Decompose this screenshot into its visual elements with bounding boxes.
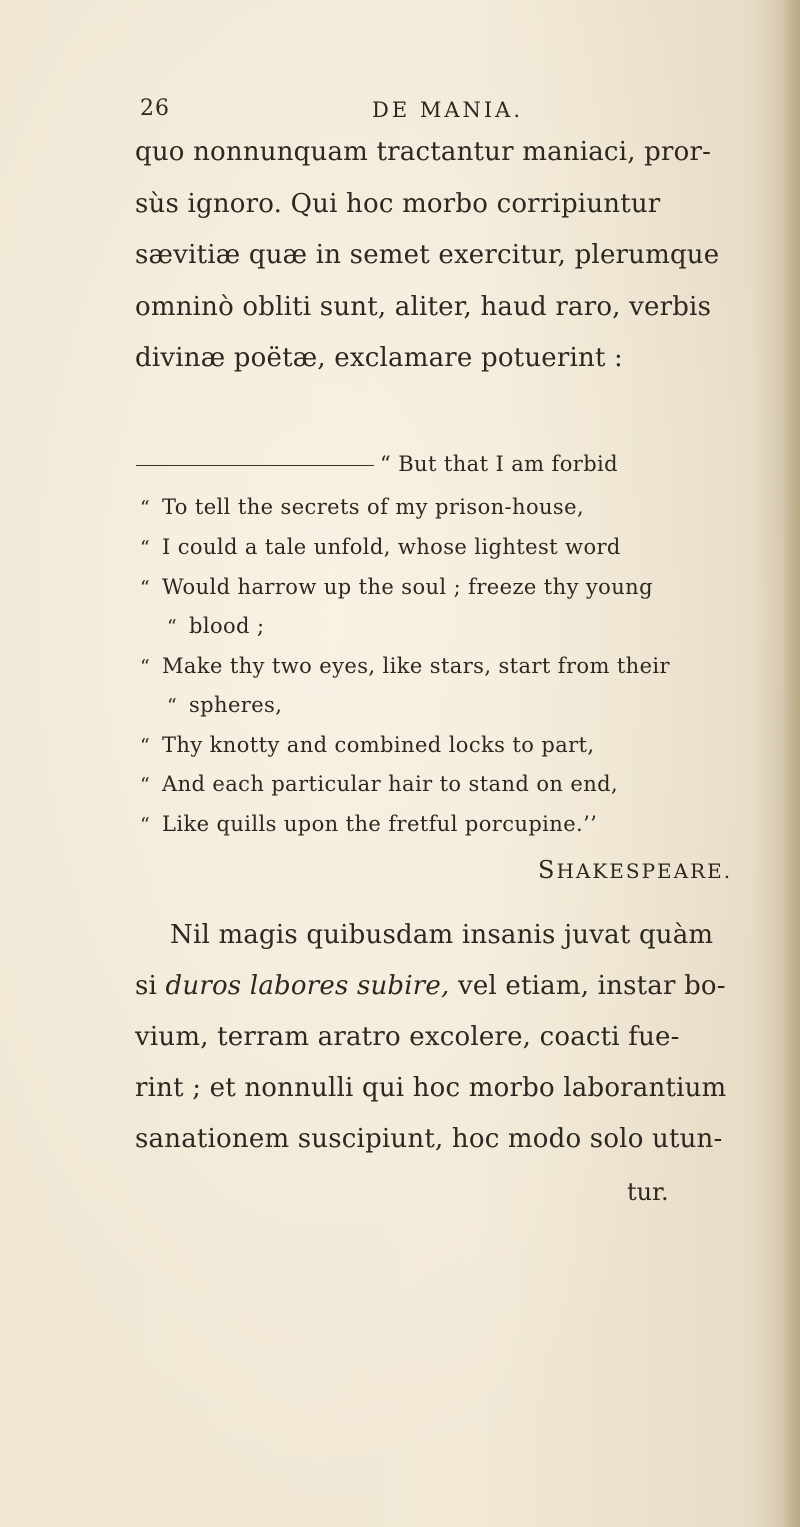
running-head — [0, 96, 800, 136]
verse-text: And each particular hair to stand on end, — [162, 772, 619, 796]
verse-text: I could a tale unfold, whose lightest word — [162, 535, 621, 559]
attribution-initial: S — [538, 856, 557, 884]
quote-mark: “ — [140, 735, 151, 757]
running-title: DE MANIA. — [372, 98, 524, 122]
text-line: rint ; et nonnulli qui hoc morbo laborantium — [135, 1073, 727, 1103]
quote-mark: “ — [140, 537, 151, 559]
verse-text: Make thy two eyes, like stars, start from their — [162, 654, 670, 678]
verse-line — [140, 772, 618, 796]
quote-mark: “ — [140, 656, 151, 678]
quotation-attribution — [538, 856, 732, 884]
attribution-rest: HAKESPEARE. — [556, 859, 733, 883]
text-line — [135, 971, 726, 1001]
quotation-rule — [136, 465, 374, 466]
quote-mark: “ — [167, 616, 178, 638]
verse-line — [140, 575, 653, 599]
page-number: 26 — [140, 96, 170, 121]
verse-text: Thy knotty and combined locks to part, — [162, 733, 595, 757]
text-line: vium, terram aratro excolere, coacti fue- — [135, 1022, 680, 1052]
quote-mark: “ — [140, 497, 151, 519]
text-line: sævitiæ quæ in semet exercitur, plerumque — [135, 240, 720, 270]
verse-line — [140, 654, 670, 678]
verse-line — [140, 812, 597, 836]
text-line: sùs ignoro. Qui hoc morbo corripiuntur — [135, 189, 661, 219]
catchword: tur. — [627, 1178, 669, 1206]
quote-mark: “ — [140, 814, 151, 836]
verse-line — [140, 733, 594, 757]
verse-line — [140, 535, 621, 559]
quote-mark: “ — [167, 695, 178, 717]
verse-text: spheres, — [189, 693, 283, 717]
italic-phrase: duros labores subire, — [165, 971, 450, 1001]
verse-line — [140, 495, 584, 519]
page-edge-shadow — [782, 0, 800, 1527]
text-line: divinæ poëtæ, exclamare potuerint : — [135, 343, 624, 373]
verse-text: blood ; — [189, 614, 265, 638]
verse-line — [167, 614, 264, 638]
text-segment: vel etiam, instar bo- — [449, 971, 726, 1001]
text-line: omninò obliti sunt, aliter, haud raro, verbis — [135, 292, 712, 322]
verse-text: Would harrow up the soul ; freeze thy young — [162, 575, 653, 599]
text-line: Nil magis quibusdam insanis juvat quàm — [170, 920, 714, 950]
verse-line: “ But that I am forbid — [380, 452, 619, 476]
text-segment: si — [135, 971, 166, 1001]
text-line: sanationem suscipiunt, hoc modo solo utun- — [135, 1124, 723, 1154]
verse-line — [167, 693, 282, 717]
verse-text: To tell the secrets of my prison-house, — [162, 495, 585, 519]
text-line: quo nonnunquam tractantur maniaci, pror- — [135, 137, 712, 167]
quote-mark: “ — [140, 577, 151, 599]
quote-mark: “ — [140, 774, 151, 796]
verse-text: Like quills upon the fretful porcupine.’’ — [162, 812, 598, 836]
